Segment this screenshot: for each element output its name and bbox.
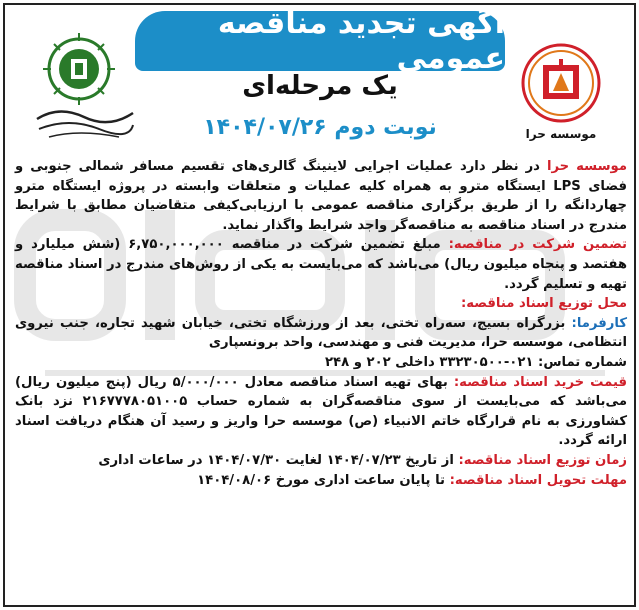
price-text: بهای تهیه اسناد مناقصه معادل ۵/۰۰۰/۰۰۰ ریال (پنج میلیون ریال) می‌باشد که می‌بایست از سوی مناقصه‌گران به شماره حساب ۲۱۶۷۷۷۸۰۵۱۰۰۵ نزد بانک کشاورزی به نام قرارگاه خاتم الانبیاء (ص) موسسه حرا واریز و رسید آن هنگام دریافت اسناد ارائه گردد.: [15, 374, 628, 449]
employer-lead: کارفرما:: [571, 315, 627, 331]
paragraph-intro: [15, 157, 627, 235]
paragraph-price: [15, 373, 627, 451]
paragraph-distribution-time: [15, 451, 627, 471]
price-lead: قیمت خرید اسناد مناقصه:: [453, 374, 627, 390]
distribution-place-lead: محل توزیع اسناد مناقصه:: [461, 296, 627, 312]
paragraph-contact: [15, 353, 627, 373]
notice-body: [15, 157, 627, 605]
employer-text: بزرگراه بسیج، سه‌راه تختی، بعد از ورزشگاه تختی، خیابان شهید تجاره، جنب نیروی انتظامی، موسسه حرا، مدیریت فنی و مهندسی، واحد برونسپاری: [15, 315, 627, 351]
gharargah-emblem-icon: [29, 21, 139, 143]
hara-logo: [515, 41, 607, 151]
notice-subtitle: یک مرحله‌ای: [242, 71, 398, 101]
paragraph-deadline: [15, 471, 627, 491]
paragraph-guarantee: [15, 235, 627, 294]
deadline-lead: مهلت تحویل اسناد مناقصه:: [449, 472, 627, 488]
deadline-text: تا پایان ساعت اداری مورخ ۱۴۰۴/۰۸/۰۶: [197, 472, 450, 488]
hara-emblem-icon: [515, 41, 607, 125]
notice-title: آگهی تجدید مناقصه عمومی: [135, 11, 505, 71]
paragraph-distribution-place: [15, 294, 627, 314]
paragraph-employer: [15, 314, 627, 353]
notice-frame: [3, 3, 636, 607]
guarantee-lead: تضمین شرکت در مناقصه:: [448, 237, 628, 253]
intro-lead: موسسه حرا: [546, 159, 627, 174]
notice-turn-date: نوبت دوم ۱۴۰۴/۰۷/۲۶: [203, 115, 437, 140]
contact-text: شماره تماس: ۰۲۱-۳۳۲۳۰۵۰۰ داخلی ۲۰۲ و ۲۴۸: [325, 354, 627, 370]
intro-text: در نظر دارد عملیات اجرایی لاینینگ گالری‌های تقسیم مسافر شمالی جنوبی و فضای LPS ایستگاه مترو به همراه کلیه عملیات و متعلقات وابسته در پروژه ایستگاه مترو چهاردانگه را از طریق برگزاری مناقصه عمومی با ارزیابی‌کیفی متقاضیان مطابق با شرایط مندرج در اسناد مناقصه به مناقصه‌گر واجد شرایط واگذار نماید.: [15, 159, 628, 233]
distribution-time-text: از تاریخ ۱۴۰۴/۰۷/۲۳ لغایت ۱۴۰۴/۰۷/۳۰ در ساعات اداری: [98, 452, 459, 468]
notice-header: [5, 5, 636, 155]
hara-logo-label: موسسه حرا: [525, 127, 597, 141]
guarantee-text: مبلغ تضمین شرکت در مناقصه ۶,۷۵۰,۰۰۰,۰۰۰ (شش میلیارد و هفتصد و پنجاه میلیون ریال) می‌باشد که می‌بایست به یکی از روش‌های مندرج در اسناد مناقصه تهیه و تسلیم گردد.: [15, 237, 627, 292]
distribution-time-lead: زمان توزیع اسناد مناقصه:: [458, 452, 627, 468]
